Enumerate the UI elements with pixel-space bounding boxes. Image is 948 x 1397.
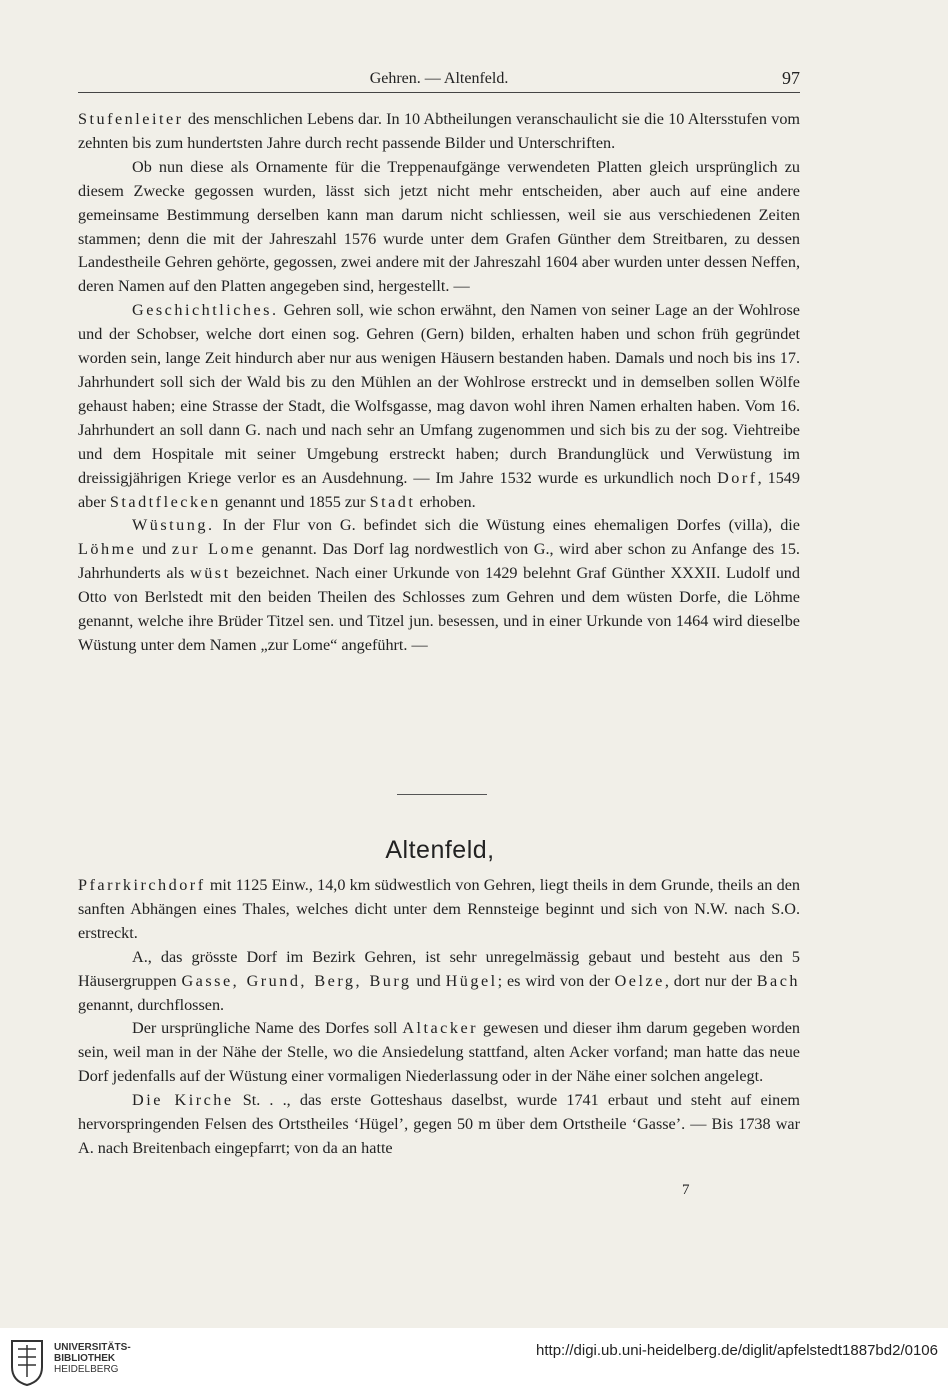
paragraph-text: des menschlichen Lebens dar. In 10 Abtheilungen veranschaulicht sie die 10 Altersstufen vom zehnten bis zum hundertsten Jahre durch recht passende Bilder und Unterschriften. (78, 110, 800, 152)
paragraph-text: Der ursprüngliche Name des Dorfes soll (132, 1019, 403, 1038)
library-name-line: UNIVERSITÄTS- (54, 1342, 131, 1353)
signature-mark: 7 (682, 1182, 690, 1198)
spaced-term: Altacker (402, 1019, 479, 1038)
spaced-term: Dorf (717, 468, 758, 487)
paragraph-kirche (78, 1089, 800, 1161)
spaced-term: Löhme (78, 540, 137, 559)
altenfeld-section-text (78, 874, 800, 1161)
library-name (54, 1342, 131, 1375)
paragraph-text: ; es wird von der (497, 971, 615, 990)
section-divider (397, 794, 487, 795)
paragraph-text: bezeichnet. Nach einer Urkunde von 1429 belehnt Graf Günther XXXII. Ludolf und Otto von Berlstedt mit den beiden Theilen des Schlosses zum Gehren und dem wüsten Dorfe, die Löhme genannt, welche ihre Brüder Titzel sen. und Titzel jun. besessen, und in einer Urkunde von 1464 wird dieselbe Wüstung unter dem Namen „zur Lome“ angeführt. — (78, 564, 800, 654)
spaced-term: Stufenleiter (78, 110, 184, 128)
spaced-term: Oelze (614, 971, 665, 990)
running-header (78, 70, 800, 93)
paragraph-altacker (78, 1017, 800, 1089)
paragraph-text: St. . ., das erste Gotteshaus daselbst, wurde 1741 erbaut und steht auf einem hervorspringenden Felsen des Ortstheiles ‘Hügel’, gegen 50 m über dem Ortstheile ‘Gasse’. — Bis 1738 war A. nach Breitenbach eingepfarrt; von da an hatte (78, 1091, 800, 1157)
paragraph-text: und (136, 540, 172, 559)
paragraph-text: gewesen und dieser ihm darum gegeben worden sein, weil man in der Nähe der Stelle, wo die Ansiedelung stattfand, alten Acker vorfand; man hatte das neue Dorf jedenfalls auf der Wüstung einer vormaligen Niederlassung oder in der Nähe einer solchen angelegt. (78, 1019, 800, 1086)
university-seal-icon (10, 1337, 44, 1387)
paragraph-geschichtliches (78, 299, 800, 514)
paragraph-text: genannt, durchflossen. (78, 995, 225, 1014)
paragraph-text: , dort nur der (664, 971, 757, 990)
paragraph-haeusergruppen (78, 946, 800, 1018)
spaced-term: Bach (756, 971, 800, 990)
spaced-term: Gasse, Grund, Berg, Burg (181, 971, 412, 990)
paragraph-ornamente: Ob nun diese als Ornamente für die Treppenaufgänge verwendeten Platten gleich ursprünglich zu diesem Zwecke gegossen wurden, lässt sich jetzt nicht mehr entscheiden, aber auch auf eine andere gemeinsame Bestimmung derselben kann man darum nicht schliessen, weil sie aus verschiedenen Zeiten stammen; denn die mit der Jahreszahl 1576 wurde unter dem Grafen Günther dem Streitbaren, zu dessen Landestheile Gehren gehörte, gegossen, zwei andere mit der Jahreszahl 1604 aber wurden unter dessen Neffen, deren Namen auf den Platten angegeben sind, hergestellt. — (78, 157, 800, 296)
paragraph-wuestung (78, 514, 800, 657)
section-heading: Altenfeld, (385, 836, 495, 864)
spaced-term: Hügel (445, 971, 498, 990)
spaced-term: Die Kirche (132, 1091, 234, 1110)
paragraph-text: , 1549 aber (78, 468, 800, 511)
library-name-line: BIBLIOTHEK (54, 1353, 116, 1364)
library-footer (0, 1328, 948, 1397)
paragraph-text: A., das grösste Dorf im Bezirk Gehren, ist sehr unregelmässig gebaut und besteht aus den 5 Häusergruppen (78, 947, 800, 990)
spaced-term: Stadt (369, 492, 416, 511)
spaced-term: Pfarrkirchdorf (78, 876, 206, 894)
page-number: 97 (782, 68, 800, 88)
paragraph-text: mit 1125 Einw., 14,0 km südwestlich von Gehren, liegt theils in dem Grunde, theils an den sanften Abhängen eines Thales, welches dicht unter dem Rennsteige beginnt und sich von N.W. nach S.O. erstreckt. (78, 876, 800, 942)
library-name-line: HEIDELBERG (54, 1364, 119, 1375)
spaced-term: Wüstung. (132, 516, 215, 535)
paragraph-stufenleiter (78, 108, 800, 156)
paragraph-pfarrkirchdorf (78, 874, 800, 946)
spaced-term: Geschichtliches. (132, 301, 279, 320)
spaced-term: wüst (190, 564, 231, 583)
paragraph-text: genannt und 1855 zur (220, 492, 370, 511)
spaced-term: Stadtflecken (109, 492, 221, 511)
gehren-section-text (78, 108, 800, 658)
paragraph-text: Gehren soll, wie schon erwähnt, den Namen von seiner Lage an der Wohlrose und der Schobser, welche dort einen sog. Gehren (Gern) bilden, erhalten haben und schon früh gegründet worden sein, lange Zeit hindurch aber nur aus wenigen Häusern bestanden haben. Damals und noch bis ins 17. Jahrhundert soll sich der Wald bis zu den Mühlen an der Wohlrose erstreckt und in demselben sollen Wölfe gehaust haben; eine Strasse der Stadt, die Wolfsgasse, mag davon wohl ihren Namen erhalten haben. Vom 16. Jahrhundert an soll dann G. nach und nach sehr an Umfang zugenommen und sich bis zu der sog. Viehtreibe und dem Hospitale mit seiner Umgebung erstreckt haben; durch Brandunglück und Verwüstung im dreissigjährigen Kriege verlor es an Ausdehnung. — Im Jahre 1532 wurde es urkundlich noch (78, 301, 800, 487)
paragraph-text: und (411, 971, 446, 990)
paragraph-text: erhoben. (415, 492, 476, 511)
running-title: Gehren. — Altenfeld. (369, 70, 509, 87)
paragraph-text: genannt. Das Dorf lag nordwestlich von G., wird aber schon zu Anfange des 15. Jahrhunderts als (78, 540, 800, 583)
source-url[interactable]: http://digi.ub.uni-heidelberg.de/diglit/apfelstedt1887bd2/0106 (536, 1342, 938, 1359)
paragraph-text: In der Flur von G. befindet sich die Wüstung eines ehemaligen Dorfes (villa), die (214, 516, 800, 535)
spaced-term: zur Lome (171, 540, 256, 559)
